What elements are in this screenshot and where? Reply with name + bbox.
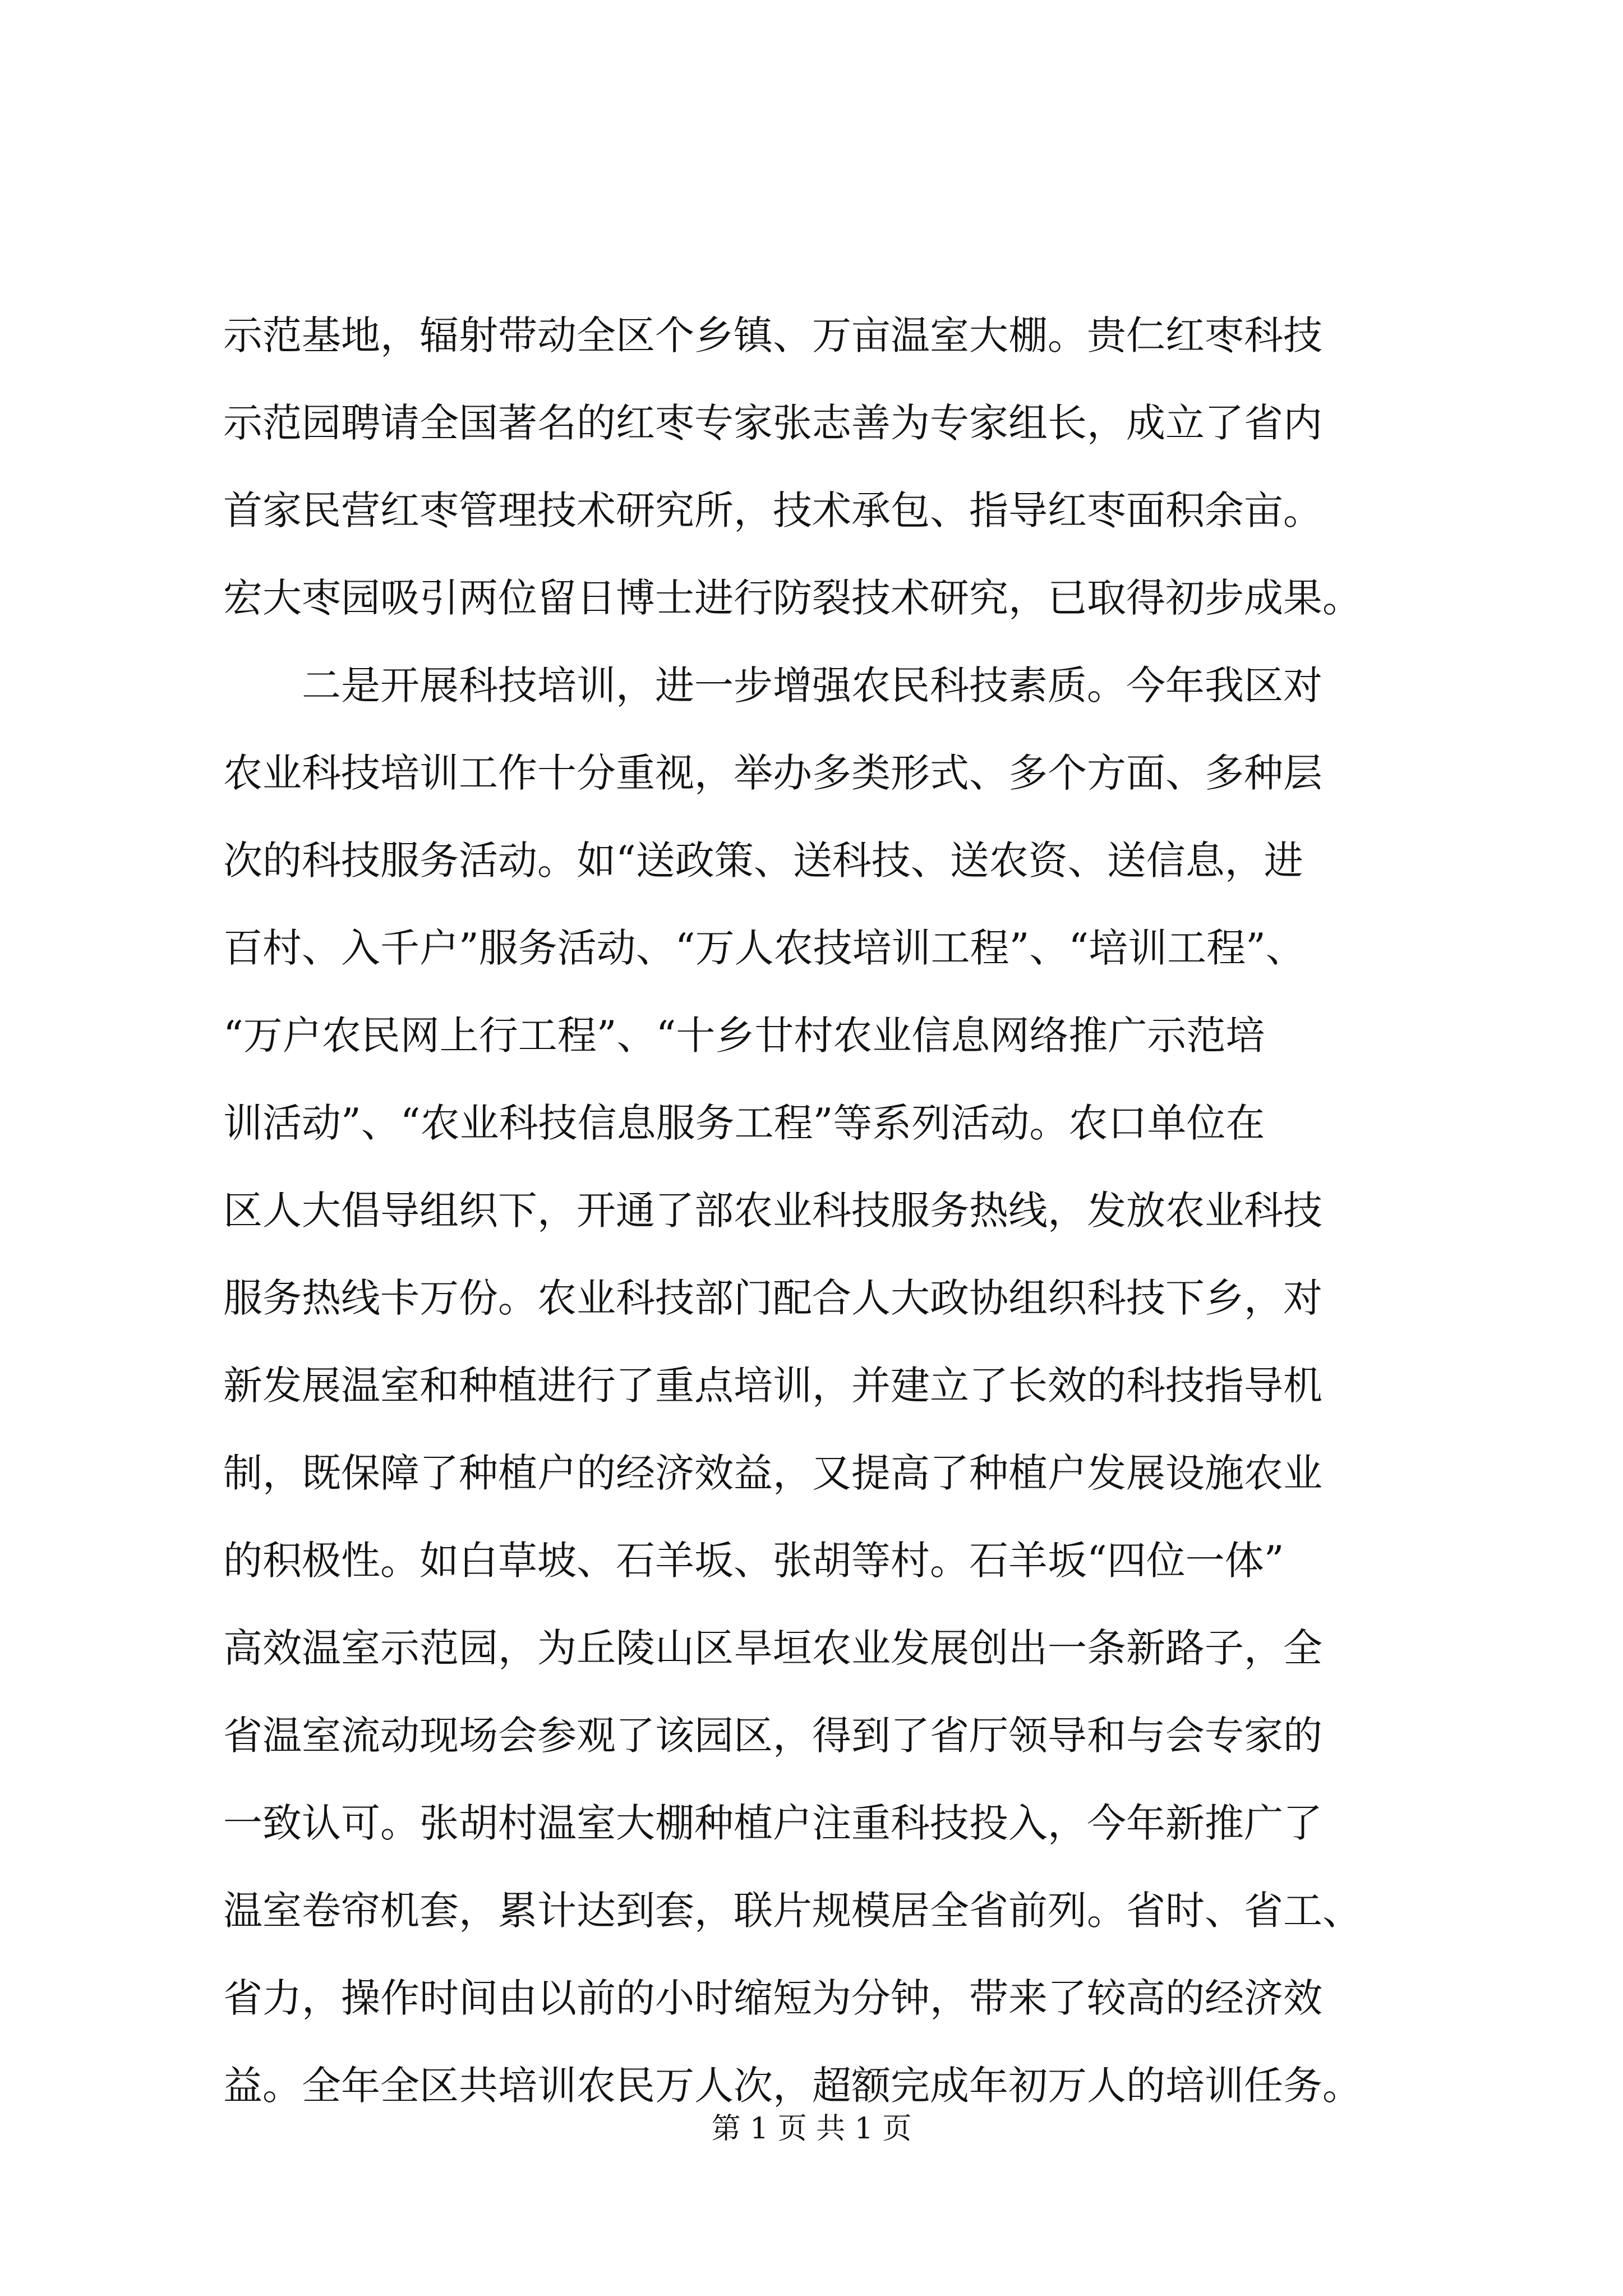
text-line: 训活动”、“农业科技信息服务工程”等系列活动。农口单位在 [223,1100,1265,1146]
text-line: 次的科技服务活动。如“送政策、送科技、送农资、送信息，进 [223,838,1303,884]
text-line: 新发展温室和种植进行了重点培训，并建立了长效的科技指导机 [223,1363,1322,1409]
text-line: 区人大倡导组织下，开通了部农业科技服务热线，发放农业科技 [223,1188,1322,1234]
text-line: 首家民营红枣管理技术研究所，技术承包、指导红枣面积余亩。 [223,487,1322,533]
text-line: 的积极性。如白草坡、石羊坂、张胡等村。石羊坂“四位一体” [223,1538,1284,1584]
text-line: 制，既保障了种植户的经济效益，又提高了种植户发展设施农业 [223,1450,1322,1496]
document-body [223,292,1429,2129]
text-line: 百村、入千户”服务活动、“万人农技培训工程”、“培训工程”、 [223,925,1305,971]
text-line: 益。全年全区共培训农民万人次，超额完成年初万人的培训任务。 [223,2063,1362,2109]
page-number-footer: 第 1 页 共 1 页 [711,2112,912,2146]
text-line: 一致认可。张胡村温室大棚种植户注重科技投入，今年新推广了 [223,1800,1322,1846]
text-line: 示范园聘请全国著名的红枣专家张志善为专家组长，成立了省内 [223,400,1322,446]
text-line: 省力，操作时间由以前的小时缩短为分钟，带来了较高的经济效 [223,1975,1322,2021]
text-line: 农业科技培训工作十分重视，举办多类形式、多个方面、多种层 [223,750,1322,796]
text-line: 高效温室示范园，为丘陵山区旱垣农业发展创出一条新路子，全 [223,1625,1322,1671]
text-line: “万户农民网上行工程”、“十乡廿村农业信息网络推广示范培 [223,1013,1265,1059]
text-line: 服务热线卡万份。农业科技部门配合人大政协组织科技下乡，对 [223,1275,1322,1321]
paragraph-start-line: 二是开展科技培训，进一步增强农民科技素质。今年我区对 [302,662,1322,708]
text-line: 温室卷帘机套，累计达到套，联片规模居全省前列。省时、省工、 [223,1888,1362,1934]
text-line: 省温室流动现场会参观了该园区，得到了省厅领导和与会专家的 [223,1713,1322,1759]
text-line: 宏大枣园吸引两位留日博士进行防裂技术研究，已取得初步成果。 [223,575,1362,621]
text-line: 示范基地，辐射带动全区个乡镇、万亩温室大棚。贵仁红枣科技 [223,312,1322,358]
